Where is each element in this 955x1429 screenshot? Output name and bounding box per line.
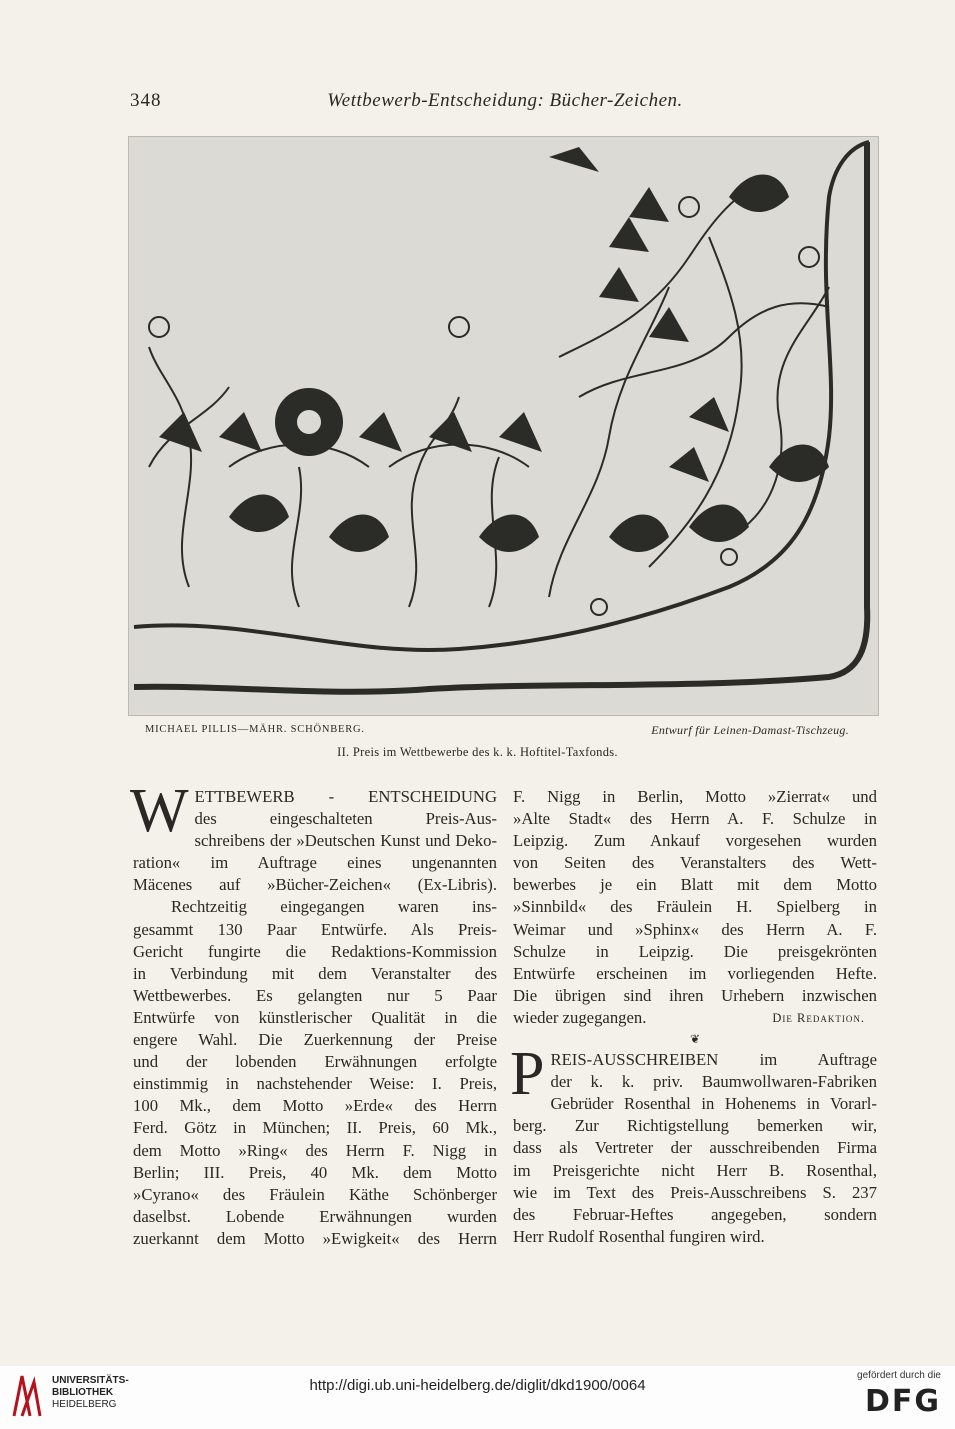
text-line: Die übrigen sind ihren Urhebern inzwischen (513, 985, 877, 1005)
text-line: Entwürfe erscheinen im vorliegenden Hefte. (513, 963, 877, 983)
figure-caption-title: Entwurf für Leinen-Damast-Tischzeug. (651, 723, 849, 737)
ornamental-figure (128, 136, 879, 716)
running-title: Wettbewerb-Entscheidung: Bücher-Zeichen. (327, 90, 683, 111)
text-line: im Preisgerichte nicht Herr B. Rosenthal, (513, 1160, 877, 1180)
text-line: der k. k. priv. Baumwollwaren-Fabriken (550, 1072, 877, 1092)
text-line: einstimmig in nachstehender Weise: I. Preis, (133, 1074, 497, 1094)
text-line: Gericht fungirte die Redaktions-Kommission (133, 941, 497, 961)
dfg-logo[interactable]: DFG (864, 1384, 941, 1419)
text-line: ETTBEWERB - ENTSCHEIDUNG (194, 787, 497, 806)
text-line: »Sinnbild« des Fräulein H. Spielberg in (513, 897, 877, 917)
university-line: BIBLIOTHEK (52, 1387, 114, 1398)
footer-bar (0, 1366, 955, 1429)
text-line: zuerkannt dem Motto »Ewigkeit« des Herrn (133, 1228, 497, 1248)
text-line: bewerbes je ein Blatt mit dem Motto (513, 875, 877, 895)
university-line: UNIVERSITÄTS- (52, 1375, 129, 1386)
text-line: schreibens der »Deutschen Kunst und Deko- (194, 831, 497, 851)
text-line-with-signature (513, 1007, 877, 1029)
text-line: Ferd. Götz in München; II. Preis, 60 Mk., (133, 1118, 497, 1138)
right-column (510, 786, 877, 1248)
text-line: des Februar-Heftes angegeben, sondern (513, 1204, 877, 1224)
dropcap: P (510, 1040, 545, 1109)
funded-by-label: gefördert durch die (857, 1370, 941, 1381)
left-column (130, 777, 497, 1250)
text-line: REIS-AUSSCHREIBEN im Auftrage (550, 1050, 877, 1070)
text-line: 100 Mk., dem Motto »Erde« des Herrn (133, 1096, 497, 1116)
text-line: dass als Vertreter der ausschreibenden Firma (513, 1138, 877, 1158)
text-line: »Cyrano« des Fräulein Käthe Schönberger (133, 1184, 497, 1204)
text-line: wie im Text des Preis-Ausschreibens S. 237 (513, 1182, 877, 1202)
text-line: Weimar und »Sphinx« des Herrn A. F. (513, 919, 877, 939)
text-line: Rechtzeitig eingegangen waren ins- (171, 897, 497, 917)
text-line: in Verbindung mit dem Veranstalter des (133, 963, 497, 983)
figure-caption-prize: II. Preis im Wettbewerbe des k. k. Hoftitel-Taxfonds. (337, 745, 618, 759)
text-line: Gebrüder Rosenthal in Hohenems in Vorarl- (550, 1094, 877, 1114)
page-header (130, 90, 880, 116)
section-ornament: ❦ (689, 1032, 701, 1047)
dropcap: W (130, 777, 189, 845)
text-line: Wettbewerbes. Es gelangten nur 5 Paar (133, 985, 497, 1005)
text-line: Berlin; III. Preis, 40 Mk. dem Motto (133, 1162, 497, 1182)
permalink-url[interactable]: http://digi.ub.uni-heidelberg.de/diglit/dkd1900/0064 (309, 1377, 646, 1394)
text-line: F. Nigg in Berlin, Motto »Zierrat« und (513, 787, 877, 806)
text-line: »Alte Stadt« des Herrn A. F. Schulze in (513, 809, 877, 829)
figure-caption-artist: MICHAEL PILLIS—MÄHR. SCHÖNBERG. (145, 724, 365, 735)
text-line: daselbst. Lobende Erwähnungen wurden (133, 1206, 497, 1226)
text-line: berg. Zur Richtigstellung bemerken wir, (513, 1116, 877, 1136)
university-line: HEIDELBERG (52, 1399, 117, 1410)
text-line: wieder zugegangen. (513, 1007, 647, 1027)
text-line: Herr Rudolf Rosenthal fungiren wird. (513, 1226, 765, 1246)
text-line: Leipzig. Zum Ankauf vorgesehen wurden (513, 831, 877, 851)
text-line: Mäcenes auf »Bücher-Zeichen« (Ex-Libris). (133, 875, 497, 895)
text-line: und der lobenden Erwähnungen erfolgte (133, 1052, 497, 1072)
art-nouveau-tablecloth-design (129, 137, 878, 715)
signature: Die Redaktion. (772, 1010, 865, 1025)
text-line: dem Motto »Ring« des Herrn F. Nigg in (133, 1140, 497, 1160)
text-line: Schulze in Leipzig. Die preisgekrönten (513, 941, 877, 961)
text-line: von Seiten des Veranstalters des Wett- (513, 853, 877, 873)
text-line: gesammt 130 Paar Entwürfe. Als Preis- (133, 919, 497, 939)
text-line: ration« im Auftrage eines ungenannten (133, 853, 497, 873)
text-line: Entwürfe von künstlerischer Qualität in die (133, 1007, 497, 1027)
page-number: 348 (130, 90, 162, 111)
text-line: engere Wahl. Die Zuerkennung der Preise (133, 1030, 497, 1050)
text-line: des eingeschalteten Preis-Aus- (194, 809, 497, 829)
